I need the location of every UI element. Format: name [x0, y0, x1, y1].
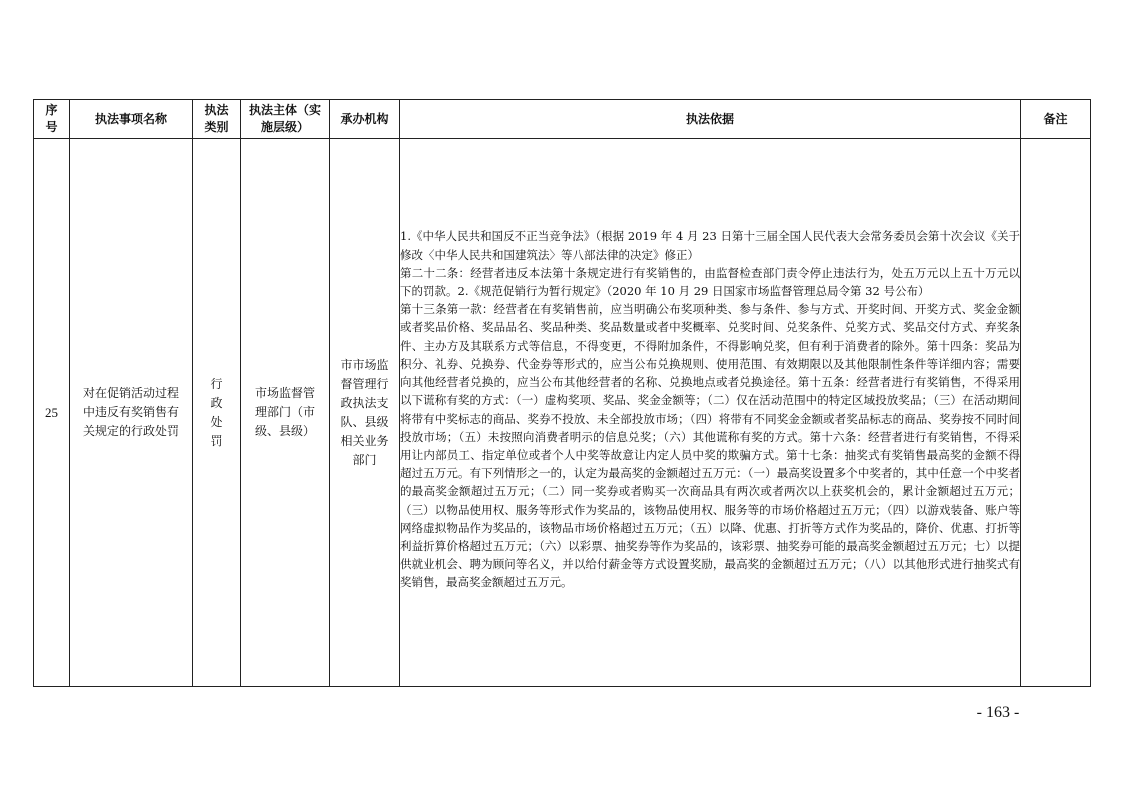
row-item-name: 对在促销活动过程中违反有奖销售有关规定的行政处罚 [70, 139, 193, 687]
row-index: 25 [34, 139, 70, 687]
header-index: 序号 [34, 100, 70, 139]
table-header-row [34, 100, 1091, 139]
header-organ: 承办机构 [330, 100, 400, 139]
row-organ: 市市场监督管理行政执法支队、县级相关业务部门 [330, 139, 400, 687]
row-subject: 市场监督管理部门（市级、县级） [241, 139, 330, 687]
table-row [34, 139, 1091, 687]
enforcement-items-table [33, 99, 1091, 687]
row-remark [1021, 139, 1091, 687]
header-remark: 备注 [1021, 100, 1091, 139]
header-subject: 执法主体（实施层级） [241, 100, 330, 139]
row-basis [400, 139, 1021, 687]
header-category: 执法类别 [193, 100, 241, 139]
header-item-name: 执法事项名称 [70, 100, 193, 139]
basis-text: 1.《中华人民共和国反不正当竞争法》（根据 2019 年 4 月 23 日第十三届全国人民代表大会常务委员会第十次会议《关于修改〈中华人民共和国建筑法〉等八部法律的决定》修正） 第二十二条：经营者违反本法第十条规定进行有奖销售的，由监督检查部门责令停止违法行为，处五万元以上五十万元以下的罚款。2.《规范促销行为暂行规定》（2020 年 10 月 29 日国家市场监督管理总局令第 32 号公布） 第十三条第一款：经营者在有奖销售前，应当明确公布奖项种类、参与条件、参与方式、开奖时间、开奖方式、奖金金额或者奖品价格、奖品品名、奖品种类、奖品数量或者中奖概率、兑奖时间、兑奖条件、兑奖方式、奖品交付方式、弃奖条件、主办方及其联系方式等信息，不得变更，不得附加条件，不得影响兑奖，但有利于消费者的除外。第十四条：奖品为积分、礼券、兑换券、代金券等形式的，应当公布兑换规则、使用范围、有效期限以及其他限制性条件等详细内容；需要向其他经营者兑换的，应当公布其他经营者的名称、兑换地点或者兑换途径。第十五条：经营者进行有奖销售，不得采用以下谎称有奖的方式：（一）虚构奖项、奖品、奖金金额等；（二）仅在活动范围中的特定区域投放奖品；（三）在活动期间将带有中奖标志的商品、奖券不投放、未全部投放市场；（四）将带有不同奖金金额或者奖品标志的商品、奖券按不同时间投放市场；（五）未按照向消费者明示的信息兑奖；（六）其他谎称有奖的方式。第十六条：经营者进行有奖销售，不得采用让内部员工、指定单位或者个人中奖等故意让内定人员中奖的欺骗方式。第十七条：抽奖式有奖销售最高奖的金额不得超过五万元。有下列情形之一的，认定为最高奖的金额超过五万元：（一）最高奖设置多个中奖者的，其中任意一个中奖者的最高奖金额超过五万元；（二）同一奖券或者购买一次商品具有两次或者两次以上获奖机会的，累计金额超过五万元；（三）以物品使用权、服务等形式作为奖品的，该物品使用权、服务等的市场价格超过五万元；（四）以游戏装备、账户等网络虚拟物品作为奖品的，该物品市场价格超过五万元；（五）以降、优惠、打折等方式作为奖品的，降价、优惠、打折等利益折算价格超过五万元；（六）以彩票、抽奖券等作为奖品的，该彩票、抽奖券可能的最高奖金额超过五万元；七）以提供就业机会、聘为顾问等名义，并以给付薪金等方式设置奖励，最高奖的金额超过五万元；（八）以其他形式进行抽奖式有奖销售，最高奖金额超过五万元。 [400, 229, 1020, 590]
page-number: - 163 - [976, 704, 1020, 721]
row-category: 行政处罚 [193, 139, 241, 687]
header-basis: 执法依据 [400, 100, 1021, 139]
